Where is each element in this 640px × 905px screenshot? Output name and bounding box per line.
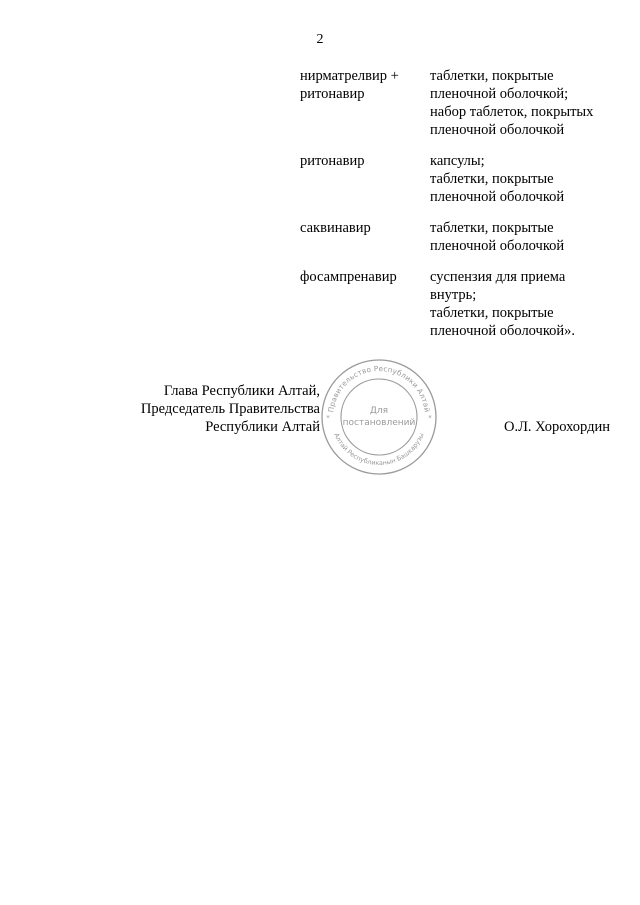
drug-form-line: таблетки, покрытые bbox=[430, 220, 554, 236]
stamp-center-line: Для bbox=[369, 406, 389, 416]
drug-name-line: нирматрелвир + bbox=[300, 68, 399, 84]
drug-form-line: внутрь; bbox=[430, 287, 477, 303]
drug-name bbox=[300, 268, 430, 340]
drug-form-line: таблетки, покрытые bbox=[430, 305, 554, 321]
drug-form-line: суспензия для приема bbox=[430, 269, 566, 285]
drug-form-line: пленочной оболочкой; bbox=[430, 86, 569, 102]
drug-forms bbox=[430, 152, 630, 206]
drug-form-line: пленочной оболочкой bbox=[430, 122, 565, 138]
star-icon: * bbox=[428, 414, 432, 422]
drug-forms bbox=[430, 219, 630, 255]
drug-form-line: пленочной оболочкой bbox=[430, 189, 565, 205]
drug-name bbox=[300, 219, 430, 255]
page-number: 2 bbox=[316, 32, 324, 47]
drug-name bbox=[300, 152, 430, 206]
drug-form-line: капсулы; bbox=[430, 153, 485, 169]
position-line: Глава Республики Алтай, bbox=[163, 383, 320, 399]
drug-name-line: фосампренавир bbox=[300, 269, 397, 285]
drug-form-line: пленочной оболочкой bbox=[430, 238, 565, 254]
table-row bbox=[300, 268, 630, 340]
drug-form-line: таблетки, покрытые bbox=[430, 68, 554, 84]
star-icon: * bbox=[326, 414, 330, 422]
table-row bbox=[300, 152, 630, 206]
stamp-outer-ring bbox=[322, 360, 436, 474]
stamp-outer-text-bottom: Алтай Республиканын Башкарузы bbox=[332, 431, 426, 468]
drug-form-line: таблетки, покрытые bbox=[430, 171, 554, 187]
official-stamp bbox=[319, 357, 439, 477]
drug-table bbox=[300, 67, 630, 353]
stamp-inner-ring bbox=[341, 379, 417, 455]
drug-name-line: ритонавир bbox=[300, 86, 365, 102]
drug-name bbox=[300, 67, 430, 139]
signatory-name: О.Л. Хорохордин bbox=[503, 419, 610, 435]
drug-forms bbox=[430, 268, 630, 340]
drug-name-line: саквинавир bbox=[300, 220, 371, 236]
drug-forms bbox=[430, 67, 630, 139]
stamp-center-line: постановлений bbox=[342, 418, 416, 428]
drug-name-line: ритонавир bbox=[300, 153, 365, 169]
stamp-outer-text-top: Правительство Республики Алтай bbox=[326, 363, 432, 413]
drug-form-line: набор таблеток, покрытых bbox=[430, 104, 594, 120]
drug-form-line: пленочной оболочкой». bbox=[430, 323, 576, 339]
position-line: Председатель Правительства bbox=[140, 401, 320, 417]
table-row bbox=[300, 67, 630, 139]
table-row bbox=[300, 219, 630, 255]
position-line: Республики Алтай bbox=[205, 419, 320, 435]
signatory-position bbox=[40, 382, 320, 436]
